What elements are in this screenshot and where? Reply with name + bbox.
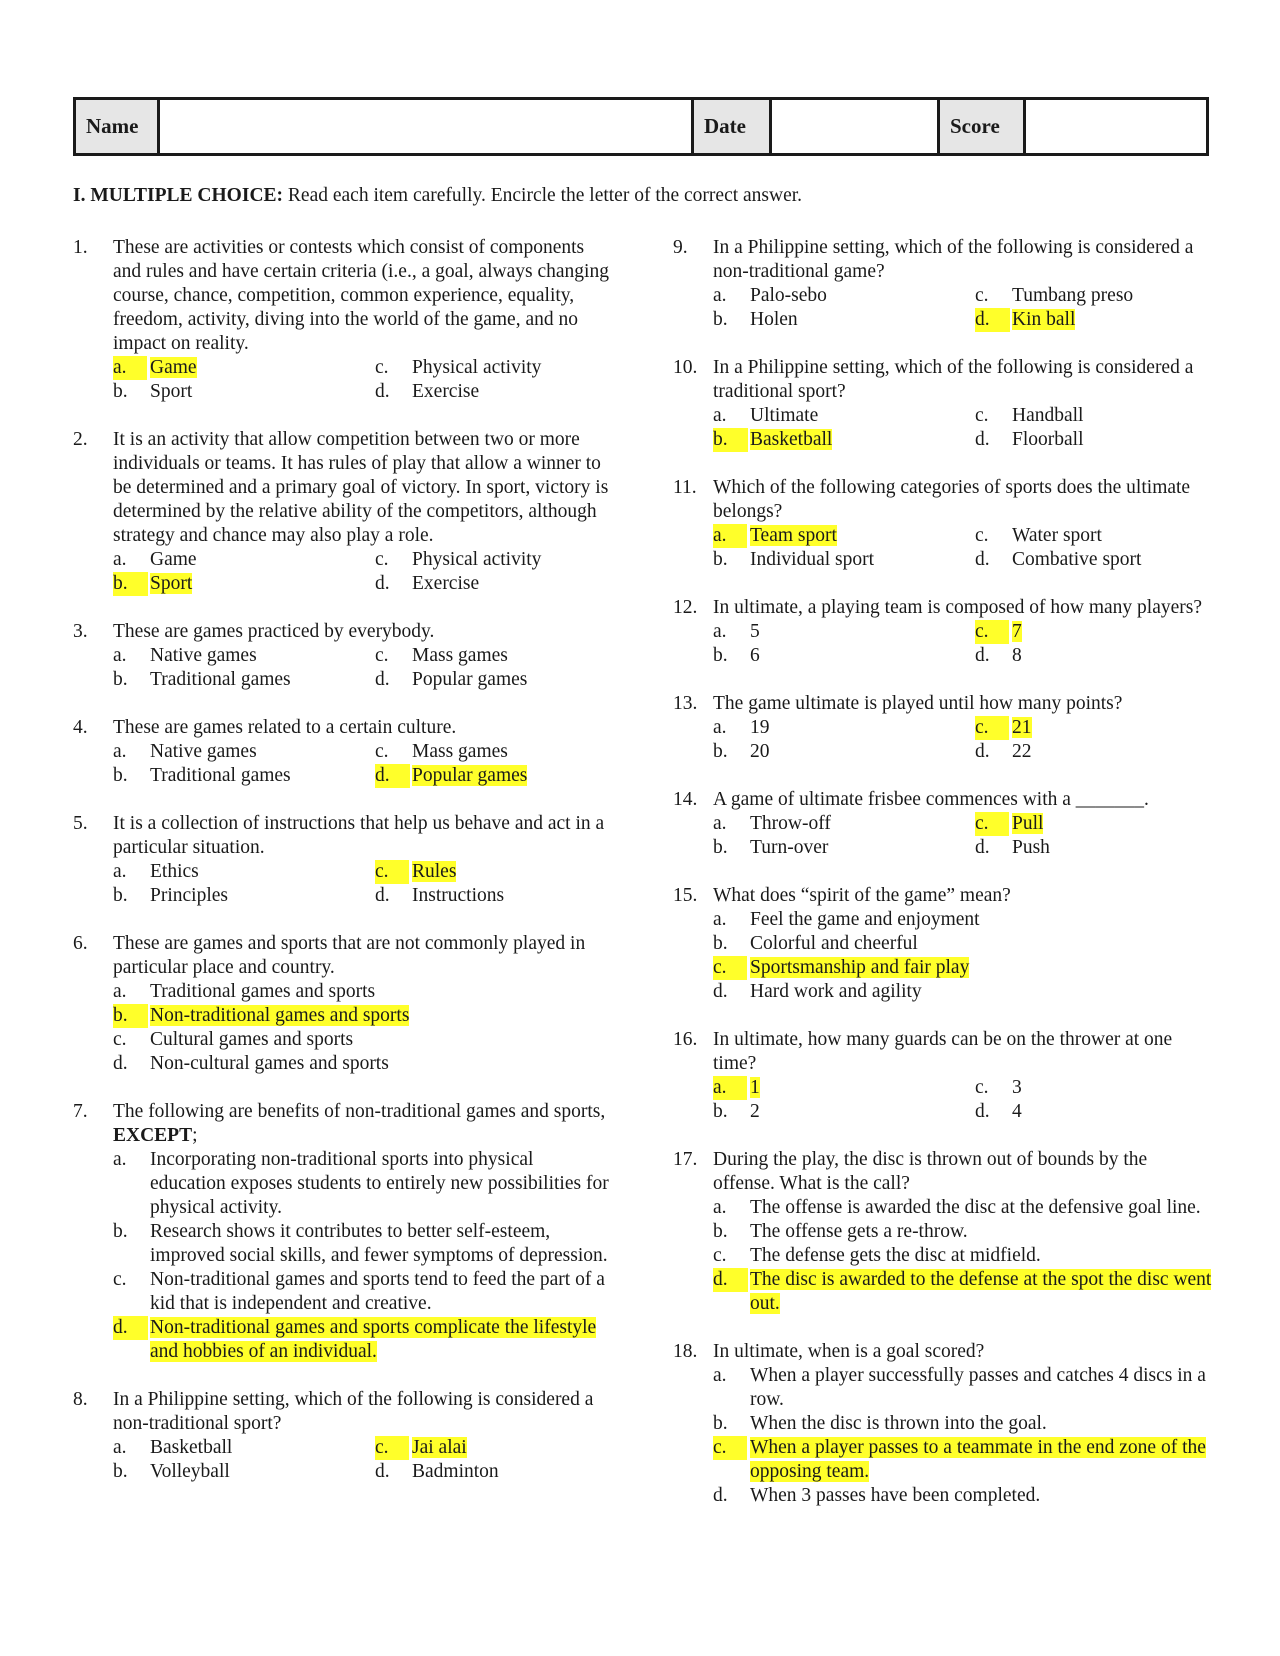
name-field[interactable] bbox=[160, 100, 694, 153]
option-letter: a. bbox=[713, 1365, 727, 1386]
option-letter: c. bbox=[975, 285, 989, 306]
right-column bbox=[673, 236, 1213, 1532]
option-c[interactable] bbox=[975, 716, 1213, 740]
option-d[interactable] bbox=[975, 644, 1213, 668]
option-text: Volleyball bbox=[150, 1461, 230, 1482]
option-text: Traditional games bbox=[150, 669, 291, 690]
option-letter: c. bbox=[975, 620, 1009, 644]
score-field[interactable] bbox=[1026, 100, 1206, 153]
option-text: 4 bbox=[1012, 1101, 1022, 1122]
option-text: Physical activity bbox=[412, 357, 542, 378]
option-text: Handball bbox=[1012, 405, 1084, 426]
option-letter: d. bbox=[975, 1101, 990, 1122]
option-c[interactable] bbox=[113, 1028, 613, 1052]
option-text: Ultimate bbox=[750, 405, 819, 426]
option-letter: b. bbox=[713, 1221, 728, 1242]
option-text: 5 bbox=[750, 621, 760, 642]
option-letter: a. bbox=[113, 861, 127, 882]
option-letter: b. bbox=[713, 645, 728, 666]
option-c[interactable] bbox=[375, 860, 613, 884]
option-letter: a. bbox=[713, 909, 727, 930]
option-text: 1 bbox=[750, 1077, 760, 1098]
option-text: When a player successfully passes and catches 4 discs in a row. bbox=[750, 1365, 1206, 1410]
question-number: 14. bbox=[673, 789, 698, 810]
question-number: 17. bbox=[673, 1149, 698, 1170]
option-d[interactable] bbox=[975, 548, 1213, 572]
question-stem: It is an activity that allow competition between two or more individuals or teams. It has rules of play that allow a winner to be determined and a primary goal of victory. In sport, victory is determined by the relative ability of the competitors, although strategy and chance may also play a role. bbox=[113, 429, 609, 546]
option-letter: d. bbox=[975, 549, 990, 570]
option-a[interactable] bbox=[113, 740, 375, 764]
stem-emphasis: EXCEPT bbox=[113, 1125, 193, 1146]
option-b[interactable] bbox=[713, 428, 975, 452]
option-letter: a. bbox=[113, 1149, 127, 1170]
option-b[interactable] bbox=[113, 572, 375, 596]
option-b[interactable] bbox=[113, 1004, 613, 1028]
question-number: 9. bbox=[673, 237, 688, 258]
question-14 bbox=[673, 788, 1213, 860]
option-letter: d. bbox=[975, 645, 990, 666]
question-10 bbox=[673, 356, 1213, 452]
score-label: Score bbox=[940, 100, 1026, 153]
question-number: 8. bbox=[73, 1389, 88, 1410]
question-8 bbox=[73, 1388, 613, 1484]
option-letter: d. bbox=[113, 1316, 148, 1340]
question-stem: These are games related to a certain culture. bbox=[113, 717, 457, 738]
option-b[interactable] bbox=[113, 1220, 613, 1268]
option-letter: a. bbox=[113, 645, 127, 666]
question-number: 16. bbox=[673, 1029, 698, 1050]
option-letter: b. bbox=[713, 428, 748, 452]
option-letter: c. bbox=[375, 860, 409, 884]
question-stem: A game of ultimate frisbee commences with a _______. bbox=[713, 789, 1149, 810]
option-letter: b. bbox=[713, 741, 728, 762]
option-c[interactable] bbox=[375, 1436, 613, 1460]
option-letter: c. bbox=[975, 716, 1009, 740]
option-text: Feel the game and enjoyment bbox=[750, 909, 980, 930]
question-number: 2. bbox=[73, 429, 88, 450]
option-text: Water sport bbox=[1012, 525, 1102, 546]
stem-text: The following are benefits of non-traditional games and sports, bbox=[113, 1101, 606, 1122]
option-c[interactable] bbox=[975, 404, 1213, 428]
question-1 bbox=[73, 236, 613, 404]
question-9 bbox=[673, 236, 1213, 332]
option-text: Tumbang preso bbox=[1012, 285, 1134, 306]
option-text: 21 bbox=[1012, 717, 1032, 738]
option-b[interactable] bbox=[713, 1220, 1213, 1244]
header-table bbox=[73, 97, 1209, 156]
option-text: Game bbox=[150, 357, 197, 378]
option-a[interactable] bbox=[713, 1364, 1213, 1412]
option-text: Incorporating non-traditional sports into physical education exposes students to entirely new possibilities for physical activity. bbox=[150, 1149, 609, 1218]
question-13 bbox=[673, 692, 1213, 764]
option-text: Jai alai bbox=[412, 1437, 467, 1458]
option-a[interactable] bbox=[113, 548, 375, 572]
question-2 bbox=[73, 428, 613, 596]
option-letter: b. bbox=[113, 572, 148, 596]
option-text: Colorful and cheerful bbox=[750, 933, 918, 954]
option-a[interactable] bbox=[713, 908, 1213, 932]
option-letter: a. bbox=[713, 621, 727, 642]
option-b[interactable] bbox=[113, 884, 375, 908]
option-letter: c. bbox=[375, 645, 389, 666]
question-stem: During the play, the disc is thrown out of bounds by the offense. What is the call? bbox=[713, 1149, 1148, 1194]
option-text: Game bbox=[150, 549, 197, 570]
option-d[interactable] bbox=[975, 428, 1213, 452]
date-label: Date bbox=[694, 100, 772, 153]
option-letter: d. bbox=[713, 1485, 728, 1506]
option-text: 7 bbox=[1012, 621, 1022, 642]
option-text: Popular games bbox=[412, 765, 528, 786]
option-b[interactable] bbox=[713, 740, 975, 764]
option-d[interactable] bbox=[975, 1100, 1213, 1124]
option-c[interactable] bbox=[713, 956, 1213, 980]
option-text: Sportsmanship and fair play bbox=[750, 957, 970, 978]
question-number: 4. bbox=[73, 717, 88, 738]
question-stem: These are games practiced by everybody. bbox=[113, 621, 435, 642]
option-d[interactable] bbox=[375, 380, 613, 404]
option-text: 2 bbox=[750, 1101, 760, 1122]
option-letter: b. bbox=[713, 1413, 728, 1434]
option-letter: b. bbox=[713, 549, 728, 570]
option-letter: a. bbox=[713, 717, 727, 738]
option-text: Badminton bbox=[412, 1461, 499, 1482]
option-d[interactable] bbox=[713, 1268, 1213, 1316]
question-4 bbox=[73, 716, 613, 788]
option-text: Mass games bbox=[412, 645, 508, 666]
option-letter: c. bbox=[713, 1436, 747, 1460]
question-6 bbox=[73, 932, 613, 1076]
option-letter: d. bbox=[113, 1053, 128, 1074]
option-text: Non-traditional games and sports bbox=[150, 1005, 410, 1026]
option-letter: a. bbox=[713, 813, 727, 834]
option-letter: b. bbox=[713, 837, 728, 858]
option-text: Basketball bbox=[150, 1437, 233, 1458]
option-c[interactable] bbox=[713, 1436, 1213, 1484]
option-letter: c. bbox=[975, 405, 989, 426]
option-letter: b. bbox=[113, 1004, 148, 1028]
option-b[interactable] bbox=[113, 668, 375, 692]
option-text: Principles bbox=[150, 885, 228, 906]
question-number: 10. bbox=[673, 357, 698, 378]
option-d[interactable] bbox=[975, 740, 1213, 764]
option-text: The offense is awarded the disc at the defensive goal line. bbox=[750, 1197, 1201, 1218]
question-stem: In a Philippine setting, which of the following is considered a non-traditional sport? bbox=[113, 1389, 594, 1434]
question-15 bbox=[673, 884, 1213, 1004]
option-letter: d. bbox=[375, 1461, 390, 1482]
option-text: Rules bbox=[412, 861, 457, 882]
option-b[interactable] bbox=[113, 1460, 375, 1484]
option-text: 22 bbox=[1012, 741, 1032, 762]
option-c[interactable] bbox=[113, 1268, 613, 1316]
option-d[interactable] bbox=[713, 1484, 1213, 1508]
option-d[interactable] bbox=[113, 1052, 613, 1076]
instructions bbox=[73, 185, 802, 207]
option-letter: d. bbox=[375, 885, 390, 906]
option-text: When a player passes to a teammate in the end zone of the opposing team. bbox=[750, 1437, 1206, 1482]
option-letter: a. bbox=[713, 1076, 747, 1100]
option-b[interactable] bbox=[713, 1100, 975, 1124]
option-text: The offense gets a re-throw. bbox=[750, 1221, 968, 1242]
option-letter: b. bbox=[113, 1461, 128, 1482]
option-text: Mass games bbox=[412, 741, 508, 762]
option-d[interactable] bbox=[375, 1460, 613, 1484]
option-text: Physical activity bbox=[412, 549, 542, 570]
option-text: Pull bbox=[1012, 813, 1044, 834]
question-3 bbox=[73, 620, 613, 692]
option-letter: a. bbox=[113, 741, 127, 762]
option-letter: c. bbox=[375, 549, 389, 570]
question-number: 6. bbox=[73, 933, 88, 954]
option-d[interactable] bbox=[375, 764, 613, 788]
question-number: 15. bbox=[673, 885, 698, 906]
option-text: Popular games bbox=[412, 669, 528, 690]
question-11 bbox=[673, 476, 1213, 572]
question-stem: In ultimate, how many guards can be on the thrower at one time? bbox=[713, 1029, 1173, 1074]
option-text: Turn-over bbox=[750, 837, 829, 858]
option-a[interactable] bbox=[713, 716, 975, 740]
option-text: The defense gets the disc at midfield. bbox=[750, 1245, 1041, 1266]
option-text: 3 bbox=[1012, 1077, 1022, 1098]
option-d[interactable] bbox=[713, 980, 1213, 1004]
option-d[interactable] bbox=[113, 1316, 613, 1364]
option-letter: c. bbox=[975, 812, 1009, 836]
option-letter: a. bbox=[713, 1197, 727, 1218]
option-c[interactable] bbox=[975, 1076, 1213, 1100]
option-letter: a. bbox=[113, 981, 127, 1002]
instructions-text: Read each item carefully. Encircle the letter of the correct answer. bbox=[283, 185, 803, 206]
option-text: Cultural games and sports bbox=[150, 1029, 354, 1050]
option-text: Native games bbox=[150, 645, 257, 666]
option-c[interactable] bbox=[975, 812, 1213, 836]
question-number: 5. bbox=[73, 813, 88, 834]
option-a[interactable] bbox=[713, 620, 975, 644]
option-text: When 3 passes have been completed. bbox=[750, 1485, 1041, 1506]
option-d[interactable] bbox=[375, 572, 613, 596]
option-letter: d. bbox=[375, 669, 390, 690]
option-text: Team sport bbox=[750, 525, 837, 546]
option-a[interactable] bbox=[113, 356, 375, 380]
option-letter: b. bbox=[713, 933, 728, 954]
question-number: 1. bbox=[73, 237, 88, 258]
option-b[interactable] bbox=[713, 932, 1213, 956]
option-text: Exercise bbox=[412, 381, 480, 402]
question-stem: It is a collection of instructions that help us behave and act in a particular situation. bbox=[113, 813, 605, 858]
name-label: Name bbox=[76, 100, 160, 153]
question-16 bbox=[673, 1028, 1213, 1124]
option-letter: c. bbox=[375, 741, 389, 762]
option-b[interactable] bbox=[713, 308, 975, 332]
option-c[interactable] bbox=[375, 740, 613, 764]
option-text: Throw-off bbox=[750, 813, 831, 834]
option-a[interactable] bbox=[113, 1148, 613, 1220]
option-text: Sport bbox=[150, 573, 193, 594]
option-letter: d. bbox=[713, 1268, 748, 1292]
question-stem: Which of the following categories of sports does the ultimate belongs? bbox=[713, 477, 1191, 522]
option-letter: d. bbox=[375, 381, 390, 402]
option-letter: b. bbox=[113, 381, 128, 402]
option-letter: a. bbox=[713, 524, 747, 548]
option-letter: a. bbox=[713, 405, 727, 426]
option-letter: b. bbox=[113, 1221, 128, 1242]
question-stem: In a Philippine setting, which of the following is considered a non-traditional game? bbox=[713, 237, 1194, 282]
option-d[interactable] bbox=[375, 668, 613, 692]
option-letter: d. bbox=[375, 764, 410, 788]
option-letter: c. bbox=[975, 1077, 989, 1098]
option-b[interactable] bbox=[713, 836, 975, 860]
option-text: 8 bbox=[1012, 645, 1022, 666]
option-text: Non-cultural games and sports bbox=[150, 1053, 389, 1074]
option-text: Non-traditional games and sports tend to feed the part of a kid that is independent and creative. bbox=[150, 1269, 605, 1314]
question-stem: In a Philippine setting, which of the following is considered a traditional sport? bbox=[713, 357, 1194, 402]
option-c[interactable] bbox=[375, 548, 613, 572]
option-letter: b. bbox=[713, 1101, 728, 1122]
option-b[interactable] bbox=[713, 644, 975, 668]
question-stem: These are activities or contests which consist of components and rules and have certain criteria (i.e., a goal, always changing course, chance, competition, common experience, equality, freedom, activity, diving into the world of the game, and no impact on reality. bbox=[113, 237, 609, 354]
option-letter: d. bbox=[975, 308, 1010, 332]
option-text: Push bbox=[1012, 837, 1050, 858]
question-number: 3. bbox=[73, 621, 88, 642]
option-c[interactable] bbox=[975, 524, 1213, 548]
option-text: Instructions bbox=[412, 885, 505, 906]
question-number: 11. bbox=[673, 477, 697, 498]
option-a[interactable] bbox=[113, 980, 613, 1004]
option-text: Combative sport bbox=[1012, 549, 1142, 570]
option-letter: d. bbox=[975, 429, 990, 450]
option-d[interactable] bbox=[375, 884, 613, 908]
question-12 bbox=[673, 596, 1213, 668]
option-text: 19 bbox=[750, 717, 770, 738]
option-letter: a. bbox=[113, 549, 127, 570]
option-text: When the disc is thrown into the goal. bbox=[750, 1413, 1047, 1434]
option-letter: c. bbox=[113, 1269, 127, 1290]
question-5 bbox=[73, 812, 613, 908]
option-letter: c. bbox=[375, 1436, 409, 1460]
question-number: 18. bbox=[673, 1341, 698, 1362]
instructions-heading: I. MULTIPLE CHOICE: bbox=[73, 185, 284, 206]
option-text: The disc is awarded to the defense at the spot the disc went out. bbox=[750, 1269, 1212, 1314]
question-18 bbox=[673, 1340, 1213, 1508]
option-text: Traditional games bbox=[150, 765, 291, 786]
question-7 bbox=[73, 1100, 613, 1364]
option-text: 6 bbox=[750, 645, 760, 666]
option-letter: b. bbox=[113, 669, 128, 690]
option-text: Ethics bbox=[150, 861, 199, 882]
option-letter: d. bbox=[975, 837, 990, 858]
option-letter: c. bbox=[375, 357, 389, 378]
question-stem bbox=[113, 1100, 613, 1148]
question-stem: The game ultimate is played until how many points? bbox=[713, 693, 1123, 714]
option-text: Sport bbox=[150, 381, 193, 402]
option-b[interactable] bbox=[113, 764, 375, 788]
option-a[interactable] bbox=[713, 1196, 1213, 1220]
option-letter: c. bbox=[713, 1245, 727, 1266]
option-c[interactable] bbox=[975, 620, 1213, 644]
option-text: Research shows it contributes to better self-esteem, improved social skills, and fewer symptoms of depression. bbox=[150, 1221, 608, 1266]
question-stem: In ultimate, a playing team is composed of how many players? bbox=[713, 597, 1202, 618]
option-letter: b. bbox=[713, 309, 728, 330]
option-d[interactable] bbox=[975, 308, 1213, 332]
option-text: Basketball bbox=[750, 429, 833, 450]
option-letter: c. bbox=[113, 1029, 127, 1050]
option-letter: c. bbox=[975, 525, 989, 546]
option-letter: a. bbox=[113, 1437, 127, 1458]
question-number: 12. bbox=[673, 597, 698, 618]
option-a[interactable] bbox=[713, 812, 975, 836]
question-stem: These are games and sports that are not commonly played in particular place and country. bbox=[113, 933, 586, 978]
option-a[interactable] bbox=[713, 284, 975, 308]
option-letter: d. bbox=[975, 741, 990, 762]
option-text: Individual sport bbox=[750, 549, 875, 570]
option-letter: b. bbox=[113, 765, 128, 786]
option-a[interactable] bbox=[113, 860, 375, 884]
option-c[interactable] bbox=[713, 1244, 1213, 1268]
option-letter: d. bbox=[713, 981, 728, 1002]
question-stem: In ultimate, when is a goal scored? bbox=[713, 1341, 985, 1362]
stem-punct: ; bbox=[192, 1125, 198, 1146]
left-column bbox=[73, 236, 613, 1508]
option-c[interactable] bbox=[375, 356, 613, 380]
option-text: Native games bbox=[150, 741, 257, 762]
option-a[interactable] bbox=[713, 1076, 975, 1100]
option-a[interactable] bbox=[713, 404, 975, 428]
option-b[interactable] bbox=[713, 548, 975, 572]
option-a[interactable] bbox=[113, 1436, 375, 1460]
option-letter: c. bbox=[713, 956, 747, 980]
option-text: Floorball bbox=[1012, 429, 1084, 450]
option-text: Exercise bbox=[412, 573, 480, 594]
option-letter: d. bbox=[375, 573, 390, 594]
option-a[interactable] bbox=[113, 644, 375, 668]
option-text: Non-traditional games and sports complicate the lifestyle and hobbies of an individual. bbox=[150, 1317, 597, 1362]
option-text: 20 bbox=[750, 741, 770, 762]
option-text: Holen bbox=[750, 309, 798, 330]
option-c[interactable] bbox=[975, 284, 1213, 308]
option-b[interactable] bbox=[113, 380, 375, 404]
option-text: Hard work and agility bbox=[750, 981, 922, 1002]
option-letter: a. bbox=[713, 285, 727, 306]
question-number: 13. bbox=[673, 693, 698, 714]
option-letter: b. bbox=[113, 885, 128, 906]
option-text: Palo-sebo bbox=[750, 285, 827, 306]
option-a[interactable] bbox=[713, 524, 975, 548]
question-17 bbox=[673, 1148, 1213, 1316]
option-text: Kin ball bbox=[1012, 309, 1076, 330]
option-b[interactable] bbox=[713, 1412, 1213, 1436]
date-field[interactable] bbox=[772, 100, 940, 153]
option-text: Traditional games and sports bbox=[150, 981, 376, 1002]
option-c[interactable] bbox=[375, 644, 613, 668]
option-letter: a. bbox=[113, 356, 147, 380]
option-d[interactable] bbox=[975, 836, 1213, 860]
question-stem: What does “spirit of the game” mean? bbox=[713, 885, 1011, 906]
question-number: 7. bbox=[73, 1101, 88, 1122]
